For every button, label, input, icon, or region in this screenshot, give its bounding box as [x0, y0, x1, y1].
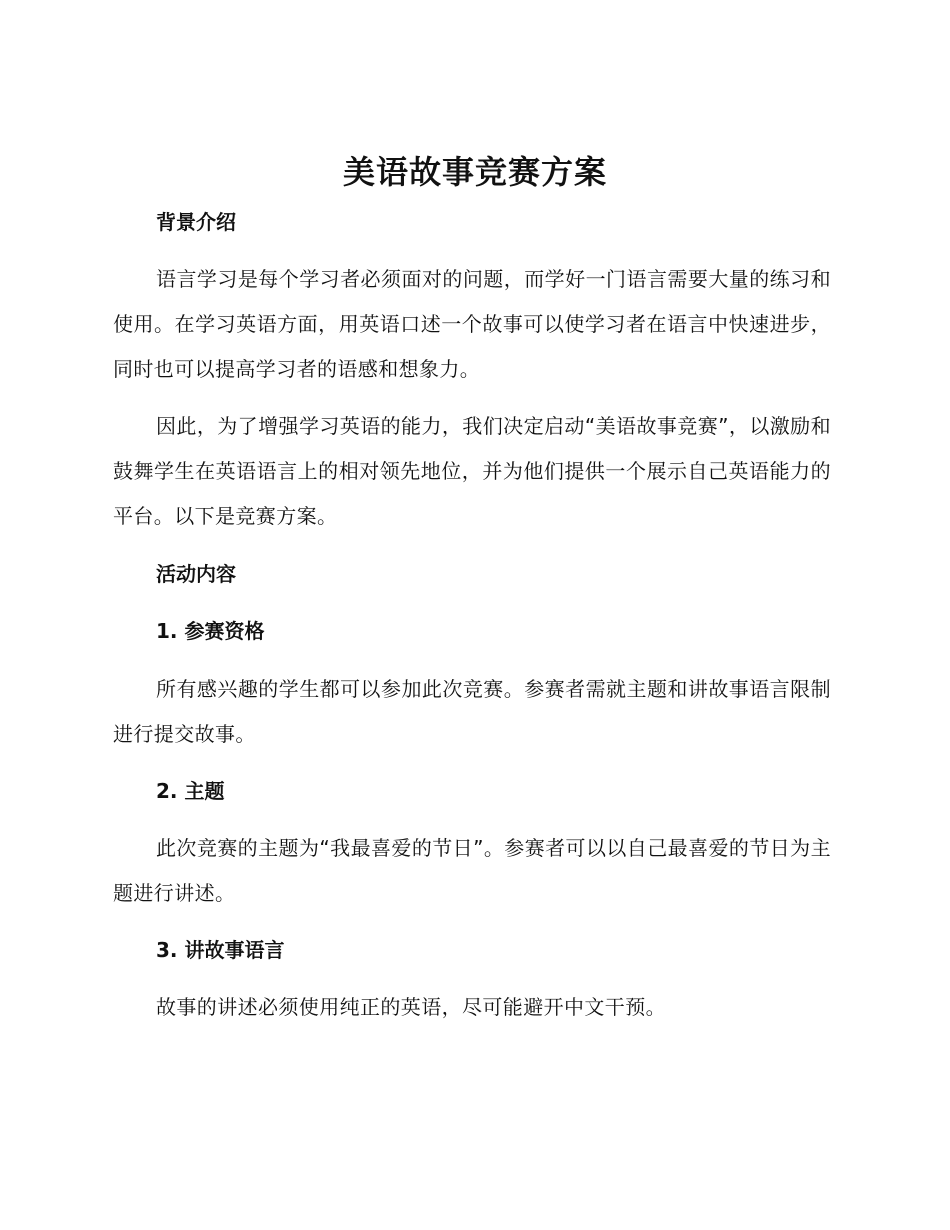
section-heading-theme: 2. 主题 [156, 779, 225, 803]
section-heading-language: 3. 讲故事语言 [156, 938, 285, 962]
paragraph-theme: 此次竞赛的主题为“我最喜爱的节日”。参赛者可以以自己最喜爱的节日为主题进行讲述。 [113, 836, 831, 905]
section-heading-background: 背景介绍 [156, 210, 236, 234]
section-heading-activity: 活动内容 [156, 562, 236, 586]
paragraph-background-2: 因此，为了增强学习英语的能力，我们决定启动“美语故事竞赛”，以激励和鼓舞学生在英语语言上的相对领先地位，并为他们提供一个展示自己英语能力的平台。以下是竞赛方案。 [113, 414, 831, 528]
document-title: 美语故事竞赛方案 [342, 153, 607, 191]
paragraph-eligibility: 所有感兴趣的学生都可以参加此次竞赛。参赛者需就主题和讲故事语言限制进行提交故事。 [113, 677, 831, 746]
paragraph-background-1: 语言学习是每个学习者必须面对的问题，而学好一门语言需要大量的练习和使用。在学习英语方面，用英语口述一个故事可以使学习者在语言中快速进步，同时也可以提高学习者的语感和想象力。 [113, 267, 831, 381]
paragraph-language: 故事的讲述必须使用纯正的英语，尽可能避开中文干预。 [156, 995, 666, 1019]
section-heading-eligibility: 1. 参赛资格 [156, 619, 265, 643]
